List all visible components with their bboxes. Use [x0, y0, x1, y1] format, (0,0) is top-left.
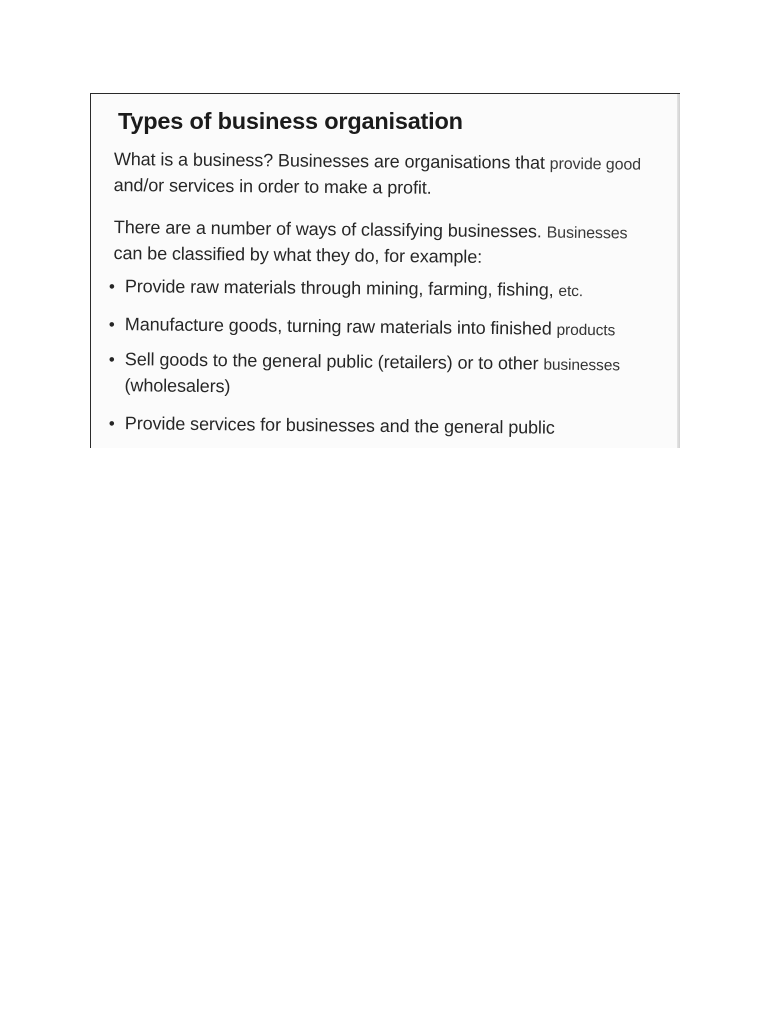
- paragraph-text-line2: and/or services in order to make a profit.: [113, 174, 432, 198]
- list-item: [109, 312, 616, 343]
- list-item-tail: products: [556, 321, 616, 340]
- list-item: [109, 411, 555, 441]
- paragraph-definition: [114, 147, 642, 203]
- list-item-text: Sell goods to the general public (retailers) or to other: [124, 349, 544, 374]
- list-item-text: Manufacture goods, turning raw materials into finished: [124, 314, 557, 339]
- bullet-icon: •: [108, 276, 115, 297]
- list-item-text-line2: (wholesalers): [124, 375, 231, 397]
- paragraph-text-cut: Businesses: [546, 224, 628, 243]
- paragraph-text: There are a number of ways of classifying businesses.: [113, 216, 547, 242]
- list-item: [108, 347, 620, 403]
- list-item-text: Provide raw materials through mining, farming, fishing,: [124, 276, 559, 300]
- bullet-icon: •: [108, 314, 115, 335]
- bullet-icon: •: [108, 413, 115, 434]
- list-item-tail: businesses: [543, 356, 620, 375]
- list-item: [109, 274, 583, 304]
- list-item-text: Provide services for businesses and the general public: [124, 413, 555, 438]
- bullet-icon: •: [108, 349, 115, 370]
- page-title: Types of business organisation: [118, 108, 463, 134]
- list-item-tail: etc.: [558, 282, 584, 301]
- scanned-page: [90, 93, 680, 448]
- paragraph-text-cut: provide good: [549, 155, 642, 174]
- paragraph-text: What is a business? Businesses are organisations that: [113, 148, 550, 173]
- paragraph-classification: [113, 215, 627, 271]
- paragraph-text-line2: can be classified by what they do, for example:: [113, 242, 483, 267]
